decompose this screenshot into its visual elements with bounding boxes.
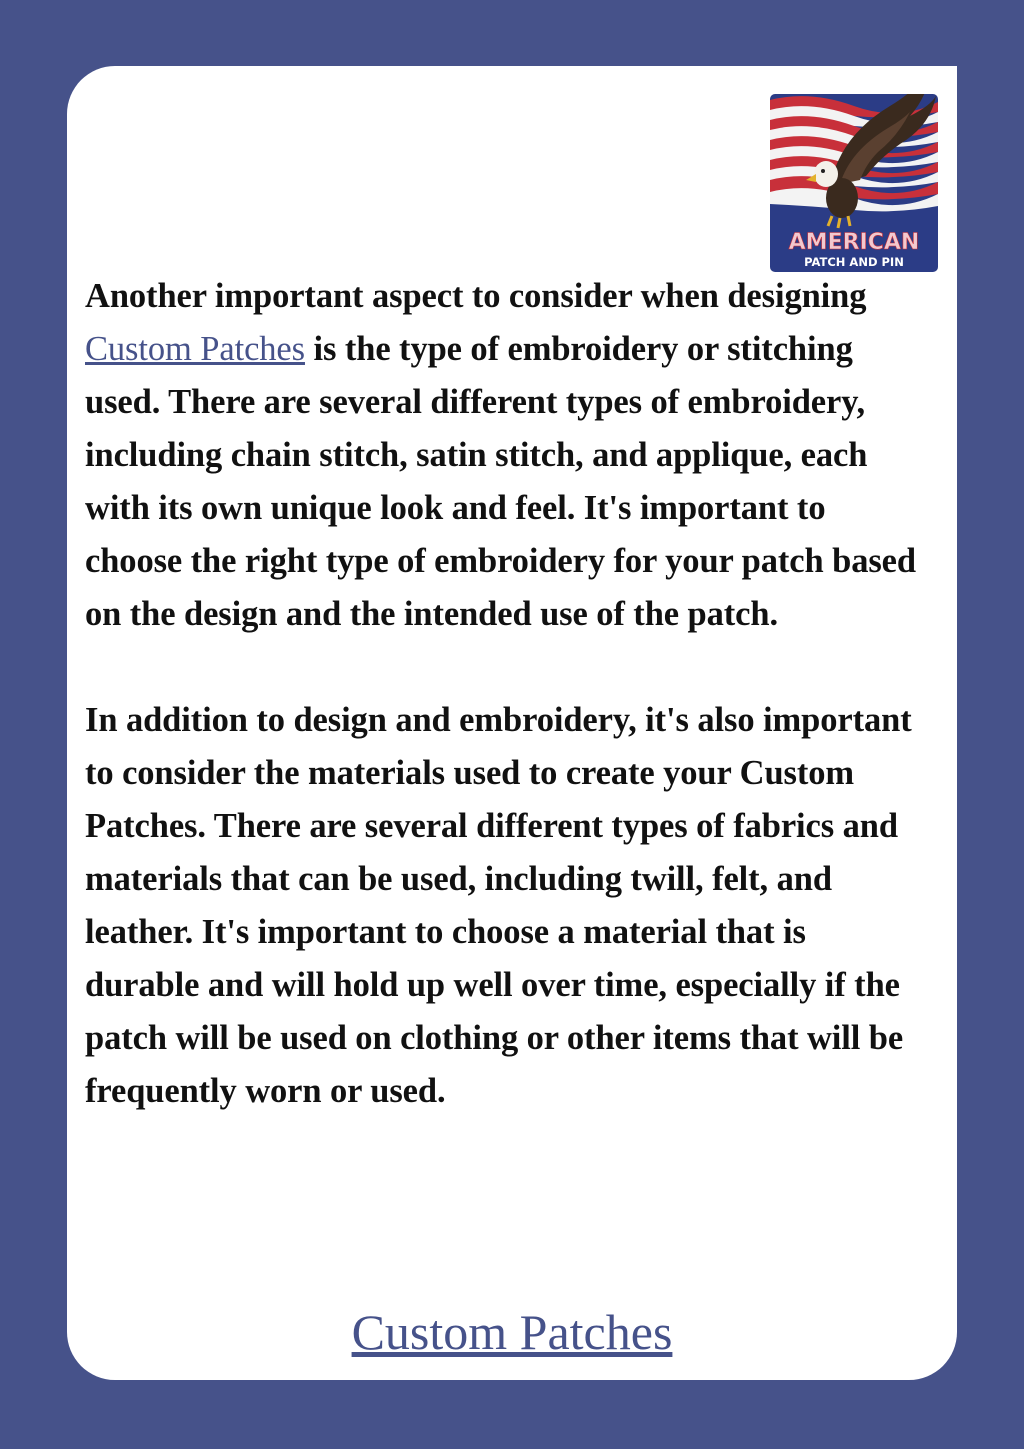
paragraph-embroidery [85,270,925,641]
body-text [85,270,925,1118]
american-patch-and-pin-logo [770,66,938,272]
paragraph1-text-start: Another important aspect to consider when designing [85,277,867,315]
paragraph-materials: In addition to design and embroidery, it's also important to consider the materials used to create your Custom Patches. There are several different types of fabrics and materials that can be used, including twill, felt, and leather. It's important to choose a material that is durable and will hold up well over time, especially if the patch will be used on clothing or other items that will be frequently worn or used. [85,701,912,1110]
logo-brand-line2: PATCH AND PIN [804,255,904,269]
custom-patches-inline-link[interactable]: Custom Patches [85,330,305,368]
custom-patches-footer-link[interactable]: Custom Patches [351,1304,673,1360]
paragraph1-text-end: is the type of embroidery or stitching used. There are several different types of embroidery, including chain stitch, satin stitch, and applique, each with its own unique look and feel. It's important to choose the right type of embroidery for your patch based on the design and the intended use of the patch. [85,330,916,633]
logo-brand-line1: AMERICAN [788,230,920,255]
